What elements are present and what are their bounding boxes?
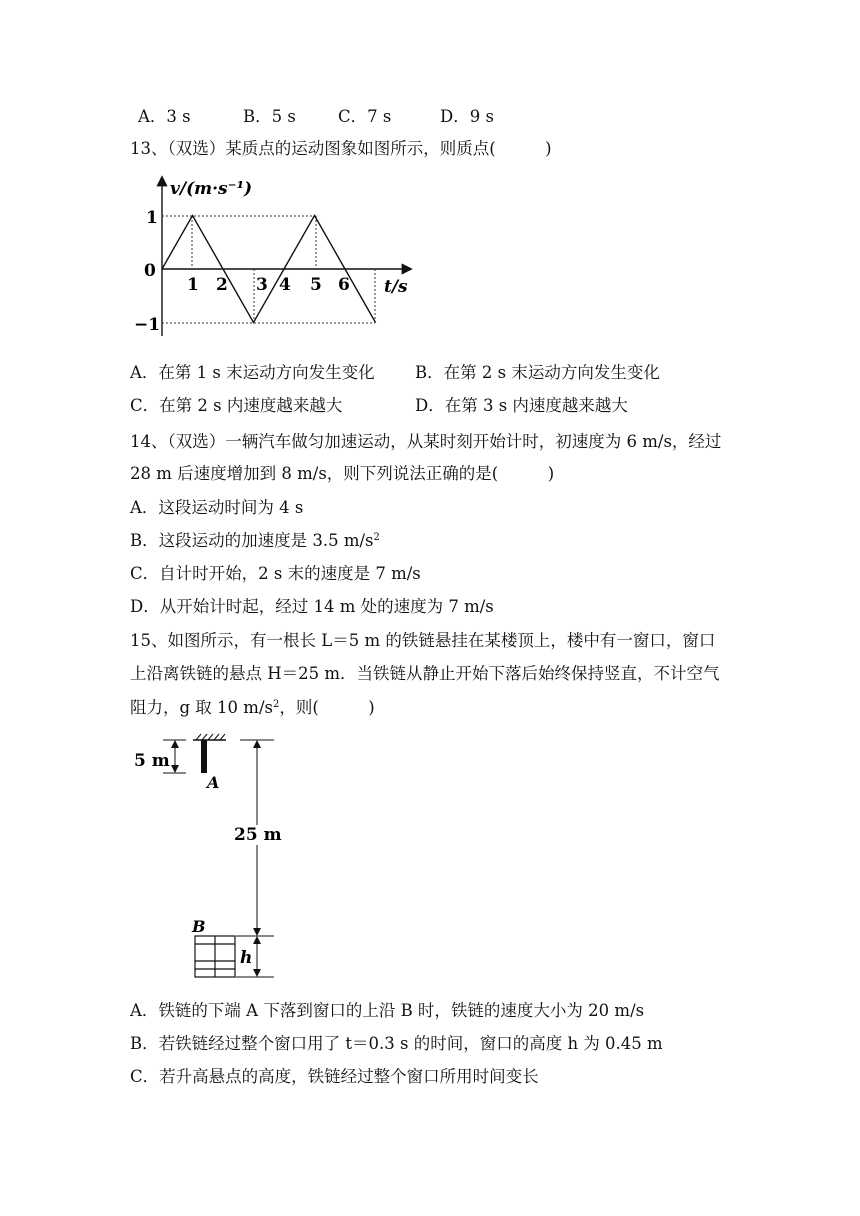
q13-option-d: D．在第 3 s 内速度越来越大 xyxy=(415,396,628,415)
y-axis-label: v/(m·s⁻¹) xyxy=(170,179,253,199)
x-tick-6: 6 xyxy=(338,275,350,295)
x-tick-3: 3 xyxy=(256,275,268,295)
iron-chain xyxy=(201,740,207,773)
y-tick-0: 0 xyxy=(144,261,156,281)
q15-option-b: B．若铁链经过整个窗口用了 t＝0.3 s 的时间，窗口的高度 h 为 0.45 m xyxy=(130,1034,663,1053)
q12-option-d: D．9 s xyxy=(440,107,494,126)
y-tick-1: 1 xyxy=(146,208,158,228)
x-tick-2: 2 xyxy=(216,275,228,295)
q12-option-b: B．5 s xyxy=(243,107,296,126)
q13-option-b: B．在第 2 s 末运动方向发生变化 xyxy=(415,363,660,382)
q15-option-a: A．铁链的下端 A 下落到窗口的上沿 B 时，铁链的速度大小为 20 m/s xyxy=(130,1001,645,1020)
label-h: h xyxy=(240,948,253,968)
q12-option-c: C．7 s xyxy=(338,107,392,126)
q14-stem-line2: 28 m 后速度增加到 8 m/s，则下列说法正确的是( ) xyxy=(130,464,555,483)
q12-option-a: A．3 s xyxy=(138,107,191,126)
x-tick-4: 4 xyxy=(279,275,291,295)
window xyxy=(195,936,235,977)
x-axis-label: t/s xyxy=(384,277,408,297)
label-B: B xyxy=(192,917,206,936)
y-tick-neg1: −1 xyxy=(134,315,161,335)
label-A: A xyxy=(207,773,220,792)
q13-option-a: A．在第 1 s 末运动方向发生变化 xyxy=(130,363,375,382)
q15-stem-line2: 上沿离铁链的悬点 H＝25 m．当铁链从静止开始下落后始终保持竖直，不计空气 xyxy=(130,664,720,683)
x-tick-5: 5 xyxy=(310,275,322,295)
q14-option-c: C．自计时开始，2 s 末的速度是 7 m/s xyxy=(130,564,421,583)
q14-option-d: D．从开始计时起，经过 14 m 处的速度为 7 m/s xyxy=(130,597,494,616)
q15-stem-line3: 阻力，g 取 10 $m/s^2$，则( ) xyxy=(130,698,375,717)
x-tick-1: 1 xyxy=(187,275,199,295)
q14-option-b: B．这段运动的加速度是 3.5 $m/s^2$ xyxy=(130,531,380,550)
q15-option-c: C．若升高悬点的高度，铁链经过整个窗口所用时间变长 xyxy=(130,1067,539,1086)
q15-chain-window-figure xyxy=(130,730,300,985)
q13-option-c: C．在第 2 s 内速度越来越大 xyxy=(130,396,343,415)
q15-stem-line1: 15、如图所示，有一根长 L＝5 m 的铁链悬挂在某楼顶上，楼中有一窗口，窗口 xyxy=(130,631,716,650)
label-25m: 25 m xyxy=(234,825,282,845)
q14-option-a: A．这段运动时间为 4 s xyxy=(130,498,304,517)
q14-stem-line1: 14、（双选）一辆汽车做匀加速运动，从某时刻开始计时，初速度为 6 m/s，经过 xyxy=(130,432,722,451)
q13-vt-graph xyxy=(130,172,430,347)
q13-stem: 13、（双选）某质点的运动图象如图所示，则质点( ) xyxy=(130,139,552,158)
label-5m: 5 m xyxy=(134,751,170,771)
